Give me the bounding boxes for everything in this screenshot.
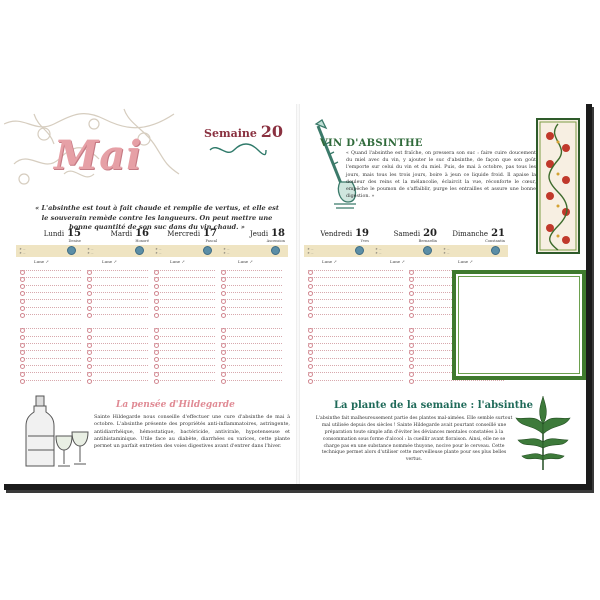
month-title: Mai — [54, 132, 143, 179]
day-writing-column[interactable] — [221, 270, 282, 484]
day-name: Samedi — [393, 230, 421, 238]
absinthe-plant-illustration — [512, 394, 574, 472]
sun-band: ☀ ··· ☀ ··· — [84, 245, 152, 257]
writing-line[interactable] — [154, 372, 215, 373]
writing-line[interactable] — [308, 336, 403, 337]
writing-line[interactable] — [154, 343, 215, 344]
day-number: 21 — [491, 228, 505, 239]
moon-phase-icon — [67, 246, 76, 255]
sun-band: ☀ ··· ☀ ··· — [304, 245, 372, 257]
right-page — [300, 104, 586, 484]
writing-line[interactable] — [308, 328, 403, 329]
writing-line[interactable] — [20, 285, 81, 286]
writing-line[interactable] — [154, 328, 215, 329]
writing-line[interactable] — [308, 299, 403, 300]
writing-line[interactable] — [87, 277, 148, 278]
writing-line[interactable] — [20, 314, 81, 315]
writing-line[interactable] — [154, 350, 215, 351]
day-column — [16, 228, 84, 264]
day-column — [372, 228, 440, 264]
writing-line[interactable] — [87, 299, 148, 300]
sun-band: ☀ ··· ☀ ··· — [440, 245, 508, 257]
writing-line[interactable] — [87, 343, 148, 344]
writing-line[interactable] — [221, 358, 282, 359]
vin-title: VIN D'ABSINTHE — [320, 138, 423, 149]
writing-line[interactable] — [20, 328, 81, 329]
day-name: Lundi — [43, 230, 65, 238]
writing-line[interactable] — [221, 328, 282, 329]
writing-line[interactable] — [20, 299, 81, 300]
day-saint: Bernardin — [418, 239, 437, 243]
hildegarde-quote: « L'absinthe est tout à fait chaude et remplie de vertus, et elle est le souverain remède contre les langueurs. On peut mettre une bonne quantité de son suc dans du vin chaud. » — [35, 204, 279, 232]
writing-line[interactable] — [221, 270, 282, 271]
writing-line[interactable] — [154, 314, 215, 315]
writing-line[interactable] — [20, 292, 81, 293]
week-number: 20 — [260, 122, 283, 141]
writing-line[interactable] — [221, 292, 282, 293]
day-name: Vendredi — [320, 230, 353, 238]
writing-line[interactable] — [308, 270, 403, 271]
writing-line[interactable] — [308, 358, 403, 359]
writing-line[interactable] — [20, 350, 81, 351]
day-number: 20 — [423, 228, 437, 239]
writing-line[interactable] — [221, 336, 282, 337]
days-row-right — [304, 228, 508, 264]
writing-line[interactable] — [154, 285, 215, 286]
week-flourish — [208, 142, 268, 158]
writing-line[interactable] — [87, 314, 148, 315]
writing-line[interactable] — [20, 336, 81, 337]
day-number: 15 — [67, 228, 81, 239]
pensee-title: La pensée d'Hildegarde — [116, 400, 235, 410]
writing-line[interactable] — [308, 365, 403, 366]
sun-band: ☀ ··· ☀ ··· — [372, 245, 440, 257]
day-saint: Denise — [68, 239, 81, 243]
day-number: 19 — [355, 228, 369, 239]
writing-line[interactable] — [20, 365, 81, 366]
sun-band: ☀ ··· ☀ ··· — [220, 245, 288, 257]
writing-line[interactable] — [87, 350, 148, 351]
day-name: Jeudi — [249, 230, 269, 238]
writing-line[interactable] — [87, 372, 148, 373]
writing-line[interactable] — [154, 358, 215, 359]
writing-line[interactable] — [20, 343, 81, 344]
writing-line[interactable] — [87, 336, 148, 337]
pensee-text: Sainte Hildegarde nous conseille d'effectuer une cure d'absinthe de mai à octobre. L'absinthe présente des propriétés anti-inflammatoires, astringente, antidiarrhéique, hémostatique, bactéricide, antivirale, hypotenseuse et antihistaminique. Utile face au diabète, diarrhées ou varices, cette plante permet un parfait entretien des voies digestives avant d'entrer dans l'hiver. — [94, 414, 290, 450]
day-writing-column[interactable] — [87, 270, 148, 484]
writing-line[interactable] — [20, 372, 81, 373]
writing-line[interactable] — [308, 350, 403, 351]
writing-line[interactable] — [87, 365, 148, 366]
writing-line[interactable] — [308, 380, 403, 381]
writing-line[interactable] — [20, 277, 81, 278]
writing-line[interactable] — [154, 380, 215, 381]
writing-line[interactable] — [308, 285, 403, 286]
day-column — [84, 228, 152, 264]
moon-phase-icon — [491, 246, 500, 255]
planner-spread — [4, 104, 592, 490]
moon-phase-icon — [355, 246, 364, 255]
day-name: Mercredi — [167, 230, 201, 238]
floral-border-illustration — [536, 118, 580, 254]
writing-line[interactable] — [221, 299, 282, 300]
day-saint: Honoré — [135, 239, 149, 243]
absinthe-bottle-illustration — [22, 392, 90, 472]
day-name: Dimanche — [452, 230, 489, 238]
writing-line[interactable] — [154, 336, 215, 337]
moon-phase-icon — [203, 246, 212, 255]
writing-line[interactable] — [154, 270, 215, 271]
moon-phase-icon — [271, 246, 280, 255]
writing-line[interactable] — [154, 299, 215, 300]
writing-line[interactable] — [20, 270, 81, 271]
lune-label: Lune ↗ — [170, 259, 185, 264]
week-label — [204, 122, 283, 141]
day-column — [152, 228, 220, 264]
day-column — [304, 228, 372, 264]
writing-line[interactable] — [87, 285, 148, 286]
writing-line[interactable] — [221, 350, 282, 351]
writing-line[interactable] — [221, 314, 282, 315]
writing-line[interactable] — [308, 277, 403, 278]
writing-line[interactable] — [20, 358, 81, 359]
writing-line[interactable] — [221, 307, 282, 308]
writing-line[interactable] — [154, 365, 215, 366]
day-column — [220, 228, 288, 264]
day-number: 18 — [271, 228, 285, 239]
writing-line[interactable] — [87, 328, 148, 329]
day-column — [440, 228, 508, 264]
lune-label: Lune ↗ — [34, 259, 49, 264]
left-page — [4, 104, 296, 484]
day-saint: Constantin — [485, 239, 505, 243]
day-name: Mardi — [110, 230, 133, 238]
sun-band: ☀ ··· ☀ ··· — [16, 245, 84, 257]
day-writing-column[interactable] — [154, 270, 215, 484]
writing-line[interactable] — [308, 372, 403, 373]
vin-text: « Quand l'absinthe est fraîche, on pressera son suc : faire cuire doucement du miel avec du vin, y ajouter le suc d'absinthe, de façon que son goût l'emporte sur celui du vin et du miel. Puis, de mai à octobre, pas tous les jours, mais tous les trois jours, boire à jeun ce liquide froid. Il apaise la douleur des reins et la mélancolie, éclaircit la vue, réconforte le cœur, empêche le poumon de s'affaiblir, purge les entrailles et assure une bonne digestion. » — [346, 151, 536, 200]
plante-text: L'absinthe fait malheureusement partie des plantes mal-aimées. Elle semble surtout mal utilisée depuis des siècles ! Sainte Hildegarde avait pourtant conseillé une préparation toute simple afin d'éviter les déviances mentales constatées à la consommation sous forme d'alcool : la cueillir avant floraison. Ainsi, elle ne se charge pas en une substance nommée thuyone, nocive pour le cerveau. Cette technique permet alors d'utiliser cette merveilleuse plante pour ses plus belles vertus. — [315, 416, 513, 463]
writing-line[interactable] — [154, 277, 215, 278]
writing-line[interactable] — [87, 358, 148, 359]
days-row-left — [16, 228, 288, 264]
writing-line[interactable] — [87, 380, 148, 381]
writing-line[interactable] — [87, 270, 148, 271]
writing-line[interactable] — [87, 307, 148, 308]
plante-title: La plante de la semaine : l'absinthe — [334, 400, 534, 411]
writing-line[interactable] — [308, 292, 403, 293]
writing-line[interactable] — [20, 380, 81, 381]
day-saint: Pascal — [205, 239, 217, 243]
moon-phase-icon — [423, 246, 432, 255]
lune-label: Lune ↗ — [102, 259, 117, 264]
day-number: 17 — [203, 228, 217, 239]
lune-label: Lune ↗ — [458, 259, 473, 264]
writing-line[interactable] — [221, 365, 282, 366]
lune-label: Lune ↗ — [322, 259, 337, 264]
writing-line[interactable] — [221, 277, 282, 278]
lune-label: Lune ↗ — [238, 259, 253, 264]
writing-line[interactable] — [87, 292, 148, 293]
day-saint: Yves — [360, 239, 369, 243]
photo-frame — [452, 270, 586, 380]
writing-line[interactable] — [20, 307, 81, 308]
lune-label: Lune ↗ — [390, 259, 405, 264]
day-number: 16 — [135, 228, 149, 239]
writing-line[interactable] — [221, 343, 282, 344]
week-word: Semaine — [204, 127, 257, 140]
writing-line[interactable] — [308, 343, 403, 344]
writing-line[interactable] — [221, 285, 282, 286]
writing-line[interactable] — [308, 314, 403, 315]
writing-line[interactable] — [154, 292, 215, 293]
day-saint: Ascension — [266, 239, 285, 243]
sun-band: ☀ ··· ☀ ··· — [152, 245, 220, 257]
writing-line[interactable] — [308, 307, 403, 308]
writing-line[interactable] — [221, 380, 282, 381]
writing-line[interactable] — [221, 372, 282, 373]
moon-phase-icon — [135, 246, 144, 255]
writing-line[interactable] — [154, 307, 215, 308]
